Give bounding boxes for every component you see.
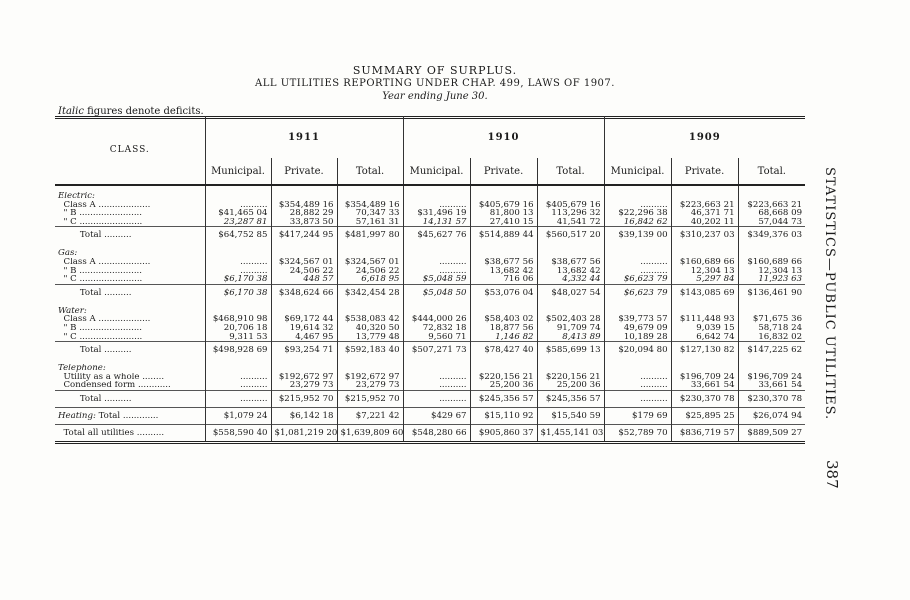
subcol-private: Private. (271, 158, 337, 185)
subcol-total: Total. (537, 158, 604, 185)
table-cell: .......... (403, 267, 470, 276)
heating-row (55, 407, 805, 424)
table-cell: $147,225 62 (738, 342, 805, 359)
table-cell (271, 249, 337, 258)
table-cell: $1,639,809 60 (337, 424, 403, 442)
table-cell: $585,699 13 (537, 342, 604, 359)
table-cell: $245,356 57 (537, 390, 604, 407)
table-cell (205, 364, 271, 373)
table-cell: 113,296 32 (537, 209, 604, 218)
table-cell: .......... (604, 267, 671, 276)
table-cell: .......... (205, 390, 271, 407)
table-cell: $245,356 57 (470, 390, 537, 407)
table-row (55, 324, 805, 333)
table-cell: 23,279 73 (271, 381, 337, 390)
table-cell: $6,142 18 (271, 407, 337, 424)
row-label: " B ....................... (58, 266, 143, 276)
table-row (55, 209, 805, 218)
table-cell (604, 192, 671, 201)
table-cell: $48,027 54 (537, 284, 604, 301)
table-cell (403, 249, 470, 258)
table-cell: $143,085 69 (671, 284, 738, 301)
heating-label: Heating: Total ............. (55, 407, 205, 424)
table-cell: $348,624 66 (271, 284, 337, 301)
table-cell: 81,800 13 (470, 209, 537, 218)
table-cell: $592,183 40 (337, 342, 403, 359)
group-title: Water: (58, 306, 87, 316)
table-cell (604, 307, 671, 316)
table-cell: .......... (205, 381, 271, 390)
table-cell: $342,454 28 (337, 284, 403, 301)
table-cell: 10,189 28 (604, 333, 671, 342)
table-cell: 49,679 09 (604, 324, 671, 333)
table-cell: .......... (604, 390, 671, 407)
table-cell: $196,709 24 (738, 373, 805, 382)
table-cell: $514,889 44 (470, 227, 537, 244)
table-cell: $354,489 16 (271, 201, 337, 210)
table-cell: $6,623 79 (604, 275, 671, 284)
table-cell (604, 249, 671, 258)
table-cell (470, 364, 537, 373)
table-row (55, 258, 805, 267)
subcol-municipal: Municipal. (205, 158, 271, 185)
total-row (55, 227, 805, 244)
table-cell: .......... (205, 267, 271, 276)
table-cell: $31,496 19 (403, 209, 470, 218)
table-cell (671, 192, 738, 201)
group-title: Gas: (58, 249, 78, 258)
table-cell: $160,689 66 (671, 258, 738, 267)
table-cell: $136,461 90 (738, 284, 805, 301)
table-cell: 14,131 57 (403, 218, 470, 227)
table-cell: $548,280 66 (403, 424, 470, 442)
table-cell: $192,672 97 (337, 373, 403, 382)
spacer-cell (671, 185, 738, 192)
table-cell: $215,952 70 (271, 390, 337, 407)
table-cell: $25,895 25 (671, 407, 738, 424)
table-cell: $905,860 37 (470, 424, 537, 442)
table-cell (671, 307, 738, 316)
table-cell: $20,094 80 (604, 342, 671, 359)
group-title-row (55, 307, 805, 316)
table-cell (403, 364, 470, 373)
table-cell (337, 307, 403, 316)
table-cell (470, 307, 537, 316)
table-cell: 46,371 71 (671, 209, 738, 218)
table-cell: 28,882 29 (271, 209, 337, 218)
table-cell: .......... (604, 201, 671, 210)
table-cell: 13,682 42 (470, 267, 537, 276)
table-cell: .......... (403, 258, 470, 267)
table-cell (738, 364, 805, 373)
table-cell: .......... (205, 373, 271, 382)
table-cell: $220,156 21 (470, 373, 537, 382)
table-cell: $230,370 78 (671, 390, 738, 407)
table-cell: $38,677 56 (470, 258, 537, 267)
table-cell: $5,048 50 (403, 284, 470, 301)
table-row (55, 373, 805, 382)
table-cell: 9,311 53 (205, 333, 271, 342)
table-cell: $38,677 56 (537, 258, 604, 267)
total-row (55, 284, 805, 301)
table-cell: $58,403 02 (470, 315, 537, 324)
table-cell: $220,156 21 (537, 373, 604, 382)
grand-total-label: Total all utilities .......... (55, 424, 205, 442)
spacer-cell (604, 185, 671, 192)
table-cell: $223,663 21 (738, 201, 805, 210)
table-cell: 6,642 74 (671, 333, 738, 342)
subcol-municipal: Municipal. (403, 158, 470, 185)
table-cell: $1,455,141 03 (537, 424, 604, 442)
table-cell: 33,661 54 (738, 381, 805, 390)
table-cell: .......... (604, 373, 671, 382)
table-body (55, 185, 805, 442)
total-label: Total .......... (55, 284, 205, 301)
table-cell: 23,279 73 (337, 381, 403, 390)
table-cell: $538,083 42 (337, 315, 403, 324)
running-head: STATISTICS—PUBLIC UTILITIES. (822, 167, 837, 421)
group-title-row (55, 249, 805, 258)
table-cell: $6,170 38 (205, 275, 271, 284)
table-cell (205, 249, 271, 258)
table-cell: 11,923 63 (738, 275, 805, 284)
table-cell (604, 364, 671, 373)
table-cell: 68,668 09 (738, 209, 805, 218)
row-label: Class A ................... (58, 315, 151, 324)
table-row (55, 315, 805, 324)
heating-title: Heating: (58, 410, 96, 421)
table-cell (537, 364, 604, 373)
table-cell: $349,376 03 (738, 227, 805, 244)
year-header-row (55, 116, 805, 158)
table-cell: 91,709 74 (537, 324, 604, 333)
row-label: " C ....................... (58, 275, 143, 285)
table-cell: 58,718 24 (738, 324, 805, 333)
table-cell: 27,410 15 (470, 218, 537, 227)
spacer-cell (738, 185, 805, 192)
table-cell (337, 364, 403, 373)
row-label: Condensed form ............ (58, 381, 171, 391)
table-cell: 4,332 44 (537, 275, 604, 284)
total-label: Total .......... (55, 342, 205, 359)
subcol-private: Private. (671, 158, 738, 185)
table-cell: $405,679 16 (470, 201, 537, 210)
table-cell (738, 249, 805, 258)
table-cell: $481,997 80 (337, 227, 403, 244)
table-cell (537, 307, 604, 316)
table-cell: $354,489 16 (337, 201, 403, 210)
row-label: Class A ................... (58, 200, 151, 210)
subcol-private: Private. (470, 158, 537, 185)
table-cell: $78,427 40 (470, 342, 537, 359)
table-cell: 9,560 71 (403, 333, 470, 342)
table-cell: 24,506 22 (271, 267, 337, 276)
year-1910: 1910 (403, 116, 604, 158)
spacer-cell (537, 185, 604, 192)
table-cell: $127,130 82 (671, 342, 738, 359)
class-header: CLASS. (55, 116, 205, 185)
table-cell: 25,200 36 (537, 381, 604, 390)
grand-total-row (55, 424, 805, 442)
table-cell: $71,675 36 (738, 315, 805, 324)
table-cell: $230,370 78 (738, 390, 805, 407)
table-cell: $560,517 20 (537, 227, 604, 244)
table-cell: $15,540 59 (537, 407, 604, 424)
table-cell: $45,627 76 (403, 227, 470, 244)
table-cell: 9,039 15 (671, 324, 738, 333)
subcol-municipal: Municipal. (604, 158, 671, 185)
table-cell: 13,779 48 (337, 333, 403, 342)
table-cell: $836,719 57 (671, 424, 738, 442)
table-cell: $223,663 21 (671, 201, 738, 210)
row-label: Utility as a whole ........ (58, 372, 165, 382)
group-title-row (55, 364, 805, 373)
table-cell (271, 364, 337, 373)
subcol-total: Total. (738, 158, 805, 185)
total-row (55, 390, 805, 407)
table-cell: 20,706 18 (205, 324, 271, 333)
table-row (55, 218, 805, 227)
table-cell (205, 192, 271, 201)
table-cell: $324,567 01 (337, 258, 403, 267)
table-row (55, 267, 805, 276)
spacer-cell (271, 185, 337, 192)
group-title: Telephone: (58, 364, 106, 373)
table-cell: 33,661 54 (671, 381, 738, 390)
table-cell (537, 192, 604, 201)
table-cell: $507,271 73 (403, 342, 470, 359)
table-cell: $324,567 01 (271, 258, 337, 267)
table-cell (671, 364, 738, 373)
table-cell: 57,044 73 (738, 218, 805, 227)
table-row (55, 201, 805, 210)
table-cell: 18,877 56 (470, 324, 537, 333)
spacer-cell (337, 185, 403, 192)
surplus-table (55, 116, 805, 444)
table-cell (470, 192, 537, 201)
total-label: Total .......... (55, 390, 205, 407)
table-cell: 25,200 36 (470, 381, 537, 390)
table-cell: .......... (205, 258, 271, 267)
spacer-cell (403, 185, 470, 192)
table-cell: .......... (403, 201, 470, 210)
table-cell: .......... (403, 390, 470, 407)
table-cell: 19,614 32 (271, 324, 337, 333)
table-cell: 448 57 (271, 275, 337, 284)
page-title: SUMMARY OF SURPLUS. (352, 64, 518, 77)
table-cell (403, 307, 470, 316)
table-row (55, 333, 805, 342)
table-cell (470, 249, 537, 258)
table-cell (671, 249, 738, 258)
table-cell: 12,304 13 (738, 267, 805, 276)
table-cell: $93,254 71 (271, 342, 337, 359)
table-cell: 12,304 13 (671, 267, 738, 276)
table-cell (337, 249, 403, 258)
page-number: 387 (823, 460, 841, 489)
table-row (55, 381, 805, 390)
row-label: " B ....................... (58, 323, 143, 333)
table-cell: 4,467 95 (271, 333, 337, 342)
table-cell: 13,682 42 (537, 267, 604, 276)
table-cell: $1,079 24 (205, 407, 271, 424)
table-cell: $52,789 70 (604, 424, 671, 442)
table-cell: 72,832 18 (403, 324, 470, 333)
table-cell: 8,413 89 (537, 333, 604, 342)
table-cell: $310,237 03 (671, 227, 738, 244)
table-cell: 6,618 95 (337, 275, 403, 284)
table-cell: 5,297 84 (671, 275, 738, 284)
table-cell: .......... (403, 381, 470, 390)
table-cell: $6,623 79 (604, 284, 671, 301)
table-cell (403, 192, 470, 201)
table-cell: 40,202 11 (671, 218, 738, 227)
row-label: " C ....................... (58, 217, 143, 227)
table-cell: $498,928 69 (205, 342, 271, 359)
group-title-row (55, 192, 805, 201)
table-cell: .......... (403, 373, 470, 382)
spacer-row (55, 185, 805, 192)
table-cell: .......... (604, 381, 671, 390)
deficit-note: Italic figures denote deficits. (58, 106, 204, 117)
spacer-cell (55, 185, 205, 192)
table-cell: $468,910 98 (205, 315, 271, 324)
table-cell: $405,679 16 (537, 201, 604, 210)
table-cell: $26,074 94 (738, 407, 805, 424)
table-cell: 57,161 31 (337, 218, 403, 227)
row-label: " B ....................... (58, 209, 143, 218)
row-label: Class A ................... (58, 257, 151, 267)
table-cell: 1,146 82 (470, 333, 537, 342)
table-cell: 16,842 62 (604, 218, 671, 227)
table-row (55, 275, 805, 284)
period-label: Year ending June 30. (382, 91, 488, 102)
table-cell (205, 307, 271, 316)
table-cell: 716 06 (470, 275, 537, 284)
table-cell: $429 67 (403, 407, 470, 424)
table-cell (271, 307, 337, 316)
table-cell: $5,048 59 (403, 275, 470, 284)
table-cell: 70,347 33 (337, 209, 403, 218)
table-cell: $160,689 66 (738, 258, 805, 267)
page-subtitle: ALL UTILITIES REPORTING UNDER CHAP. 499, LAWS OF 1907. (255, 78, 615, 89)
table-cell: 41,541 72 (537, 218, 604, 227)
year-1909: 1909 (604, 116, 805, 158)
subcol-total: Total. (337, 158, 403, 185)
table-cell: .......... (604, 258, 671, 267)
group-title: Electric: (58, 192, 95, 201)
spacer-cell (470, 185, 537, 192)
table-cell: 40,320 50 (337, 324, 403, 333)
table-cell: $41,465 04 (205, 209, 271, 218)
table-cell: 16,832 02 (738, 333, 805, 342)
spacer-cell (205, 185, 271, 192)
year-1911: 1911 (205, 116, 403, 158)
table-cell: $215,952 70 (337, 390, 403, 407)
table-cell: 33,873 50 (271, 218, 337, 227)
table-cell: $1,081,219 20 (271, 424, 337, 442)
table-cell: $64,752 85 (205, 227, 271, 244)
table-cell: $15,110 92 (470, 407, 537, 424)
table-cell: $39,773 57 (604, 315, 671, 324)
table-cell: $6,170 38 (205, 284, 271, 301)
table-cell (738, 307, 805, 316)
total-label: Total .......... (55, 227, 205, 244)
table-cell: $502,403 28 (537, 315, 604, 324)
table-cell: $558,590 40 (205, 424, 271, 442)
table-cell: $179 69 (604, 407, 671, 424)
table-cell: $889,509 27 (738, 424, 805, 442)
table-cell: $196,709 24 (671, 373, 738, 382)
table-cell: $7,221 42 (337, 407, 403, 424)
table-cell: $192,672 97 (271, 373, 337, 382)
table-cell: $111,448 93 (671, 315, 738, 324)
table-cell: $53,076 04 (470, 284, 537, 301)
table-cell: 24,506 22 (337, 267, 403, 276)
table-cell: $417,244 95 (271, 227, 337, 244)
table-cell: $22,296 38 (604, 209, 671, 218)
table-cell (337, 192, 403, 201)
table-cell (271, 192, 337, 201)
table-cell: .......... (205, 201, 271, 210)
table-cell (738, 192, 805, 201)
table-cell: 23,287 81 (205, 218, 271, 227)
table-cell (537, 249, 604, 258)
table-cell: $69,172 44 (271, 315, 337, 324)
total-row (55, 342, 805, 359)
row-label: " C ....................... (58, 332, 143, 342)
table-cell: $39,139 00 (604, 227, 671, 244)
table-cell: $444,000 26 (403, 315, 470, 324)
